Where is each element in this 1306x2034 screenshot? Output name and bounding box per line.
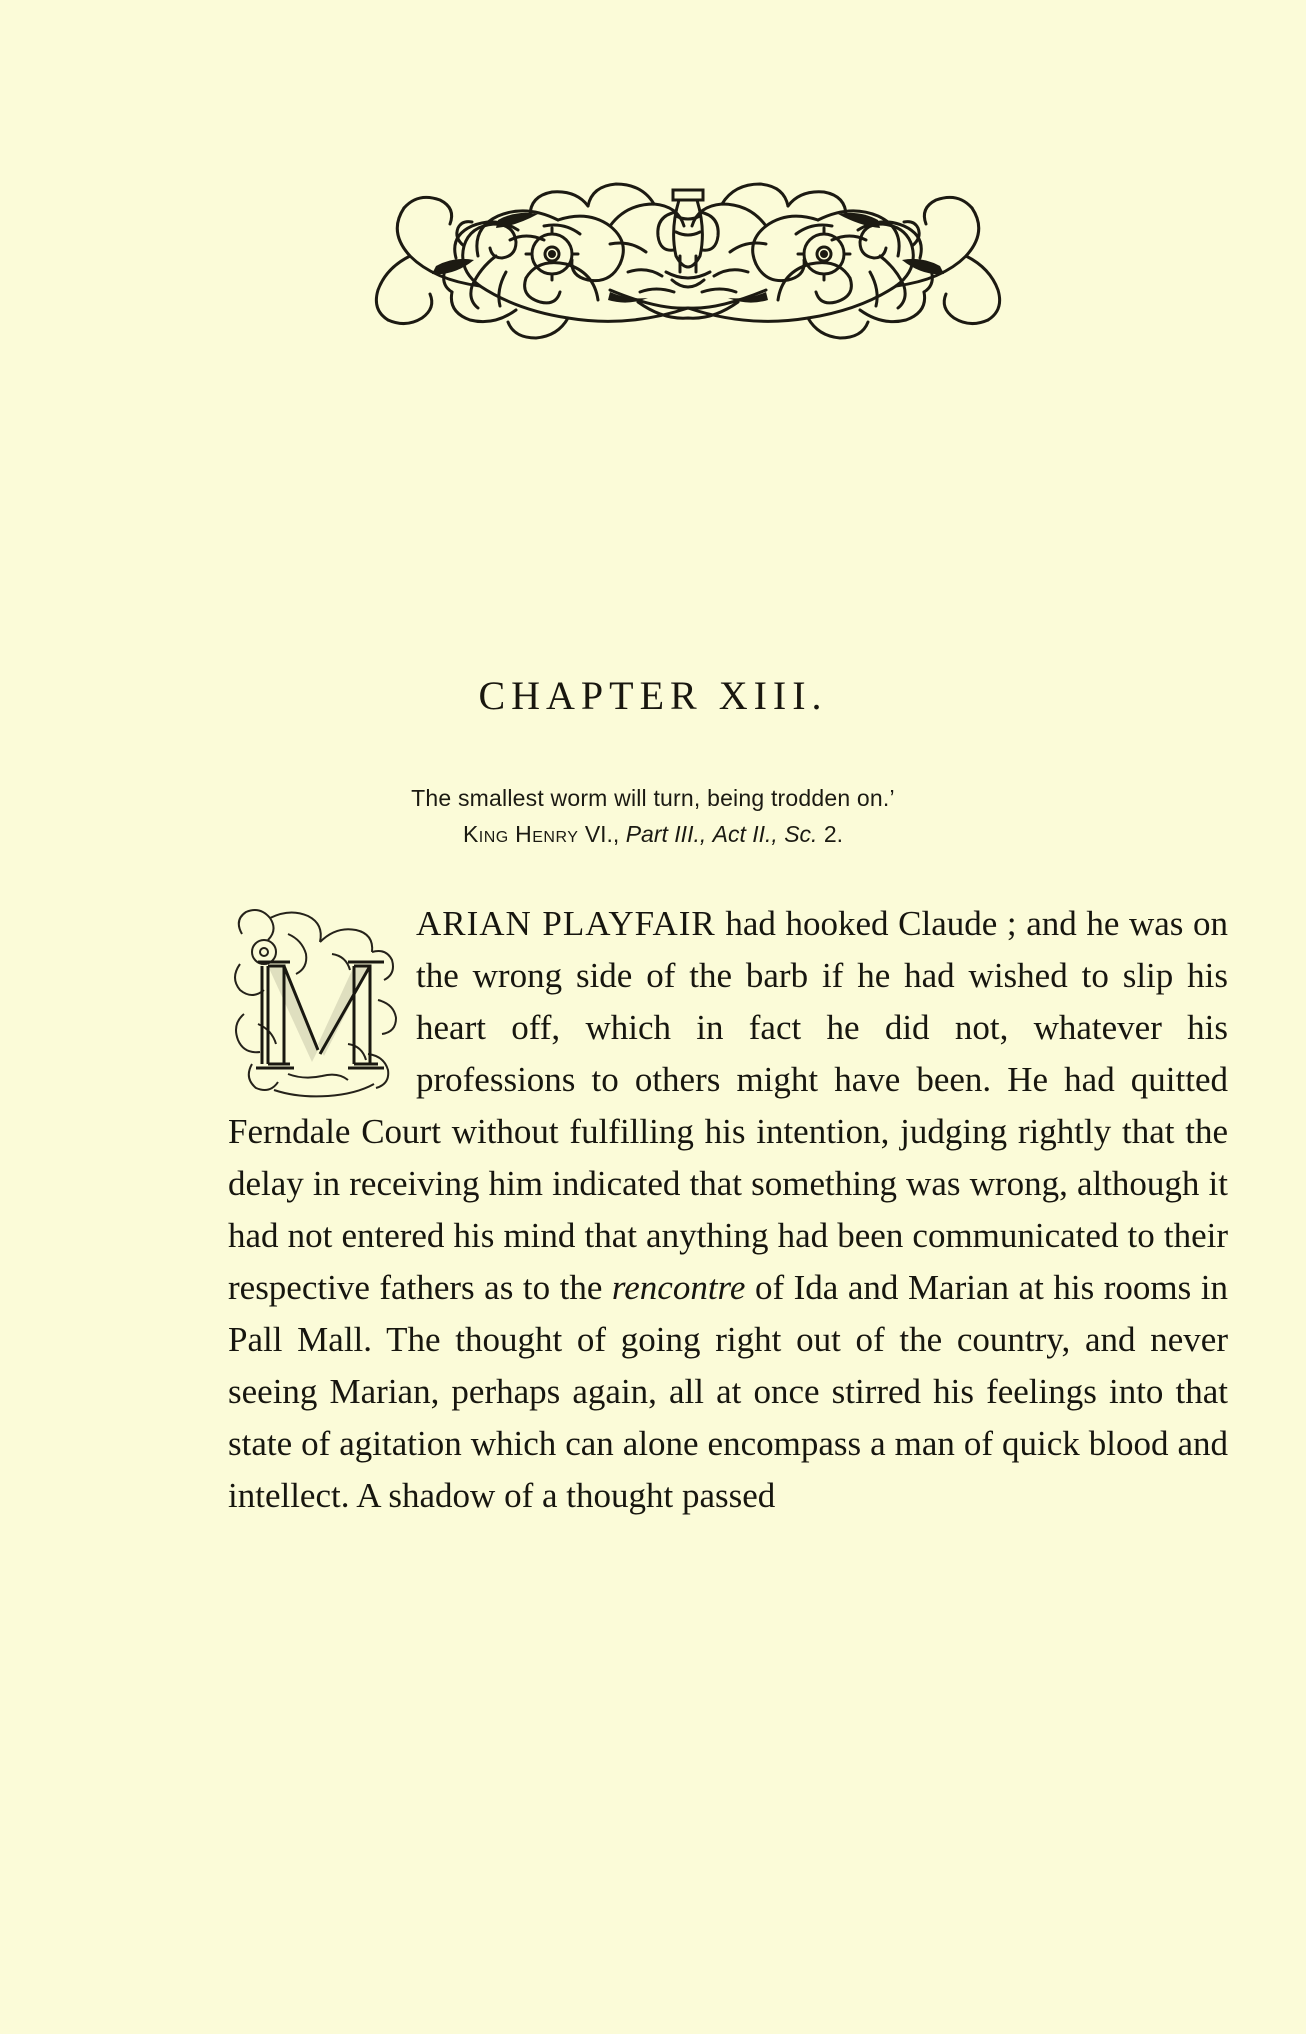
body-text-block — [228, 898, 1228, 1522]
body-italic-word: rencontre — [611, 1268, 746, 1307]
chapter-heading: CHAPTER XIII. — [478, 673, 828, 718]
epigraph-source-scene: Sc. — [784, 821, 818, 848]
epigraph-source — [0, 818, 1306, 851]
epigraph-source-author-2: Henry — [515, 821, 579, 848]
body-paragraph-part-1: had hooked Claude ; and he was on the wrong side of the barb if he had wished to slip his heart off, which in fact he did not, whatever his professions to others might have been. He had quitted Ferndale Court without fulfilling his intention, judging rightly that the delay in receiving him indicated that something was wrong, although it had not entered his mind that anything had been communicated to their respective fathers as to the — [228, 904, 1229, 1307]
epigraph-source-work: VI., — [584, 821, 620, 848]
foliate-headpiece-ornament — [258, 160, 1118, 345]
body-paragraph-part-2: of Ida and Marian at his rooms in Pall Mall. The thought of going right out of the country, and never seeing Marian, perhaps again, all at once stirred his feelings into that state of agitation which can alone encompass a man of quick blood and intellect. A shadow of a thought passed — [228, 1268, 1228, 1515]
epigraph-source-scene-number: 2. — [823, 821, 844, 848]
ornamental-dropcap-m-icon — [228, 904, 410, 1100]
epigraph — [0, 782, 1306, 852]
epigraph-source-act: Act II., — [712, 821, 778, 848]
epigraph-source-part: Part III., — [625, 821, 707, 848]
epigraph-source-author-1: King — [462, 821, 509, 848]
opening-capitals: ARIAN PLAYFAIR — [416, 904, 716, 943]
epigraph-quote: The smallest worm will turn, being trodden on.’ — [411, 785, 895, 811]
